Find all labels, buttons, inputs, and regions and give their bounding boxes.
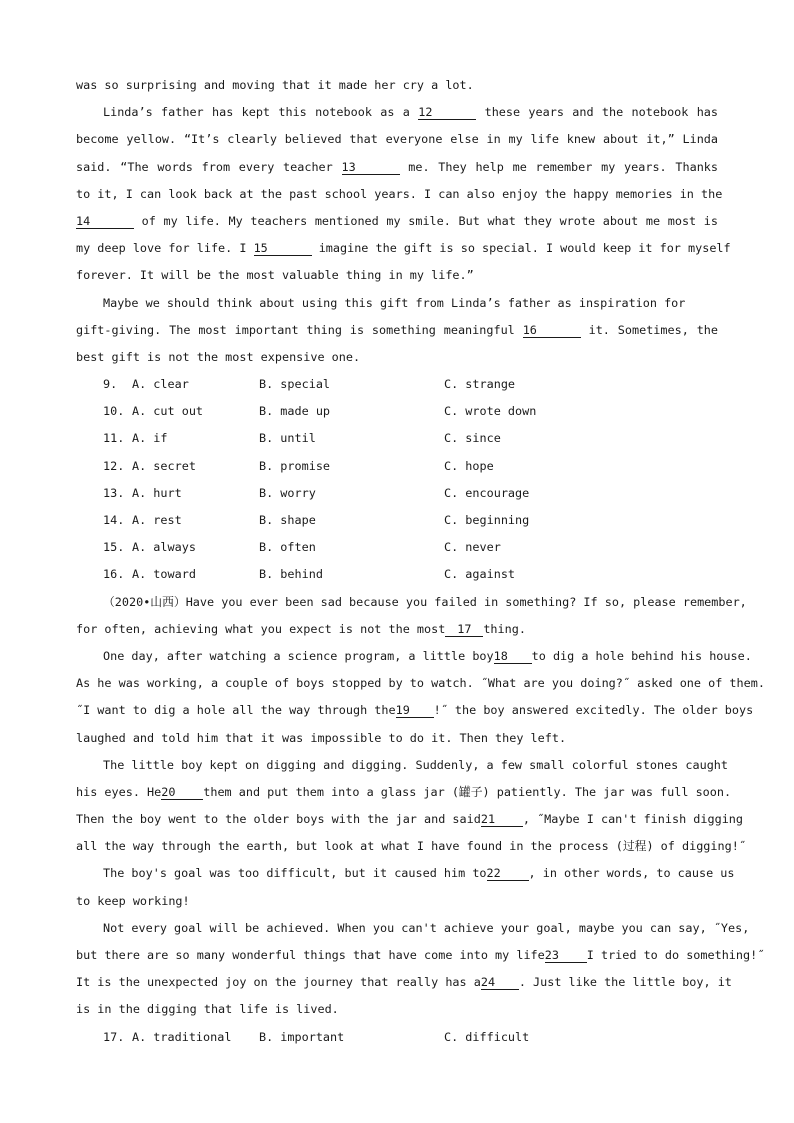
passage-line: [76, 888, 718, 915]
option-b[interactable]: B. often: [259, 540, 316, 555]
passage-line: [76, 99, 718, 126]
text: his eyes. He: [76, 784, 162, 799]
blank-12[interactable]: 12: [418, 105, 476, 120]
option-a[interactable]: A. rest: [132, 513, 182, 527]
passage-line: [76, 208, 718, 235]
passage-line: [76, 752, 729, 779]
text: for often, achieving what you expect is not the most: [76, 621, 446, 636]
blank-14[interactable]: 14: [76, 214, 134, 229]
text: laughed and told him that it was impossible to do it. Then they left.: [76, 730, 567, 745]
blank-13[interactable]: 13: [342, 160, 400, 175]
passage-line: [76, 670, 765, 697]
blank-18[interactable]: 18: [494, 649, 532, 664]
option-b[interactable]: B. special: [259, 377, 331, 392]
option-row: [76, 480, 718, 507]
blank-15[interactable]: 15: [254, 241, 312, 256]
passage-line: [76, 181, 723, 208]
passage-line: [76, 344, 718, 371]
text: them and put them into a glass jar (罐子) patiently. The jar was full soon.: [203, 784, 732, 799]
passage-line: [76, 942, 765, 969]
text: gift-giving. The most important thing is something meaningful: [76, 322, 515, 337]
text: is in the digging that life is lived.: [76, 1002, 339, 1017]
option-c[interactable]: C. difficult: [444, 1029, 530, 1044]
question-number: 12.: [103, 458, 125, 473]
text: . Just like the little boy, it: [518, 975, 732, 990]
option-c[interactable]: C. never: [444, 540, 501, 555]
text: Then the boy went to the older boys with the jar and said: [76, 812, 481, 827]
passage-line: [76, 697, 754, 724]
blank-22[interactable]: 22: [487, 866, 529, 881]
option-b[interactable]: B. shape: [259, 513, 316, 527]
option-b[interactable]: B. worry: [259, 485, 316, 500]
passage-line: [76, 126, 718, 153]
question-number: 15.: [103, 540, 125, 555]
option-c[interactable]: C. strange: [444, 377, 516, 392]
option-a[interactable]: A. clear: [132, 377, 189, 392]
text: of my life. My teachers mentioned my smile. But what they wrote about me most is: [141, 213, 719, 228]
text: The little boy kept on digging and digging. Suddenly, a few small colorful stones caught: [103, 757, 729, 772]
passage-line: [76, 806, 744, 833]
blank-17[interactable]: 17: [445, 622, 483, 637]
option-a[interactable]: A. secret: [132, 458, 196, 473]
text: all the way through the earth, but look at what I have found in the process (过程) of digging!˝: [76, 839, 746, 854]
text: but there are so many wonderful things that have come into my life: [76, 948, 545, 962]
passage-line: [76, 290, 718, 317]
option-row: [76, 534, 718, 561]
question-number: 13.: [103, 485, 125, 500]
text: to keep working!: [76, 893, 190, 908]
option-row: [76, 425, 718, 452]
text: was so surprising and moving that it made her cry a lot.: [76, 78, 474, 92]
blank-21[interactable]: 21: [481, 812, 523, 827]
option-c[interactable]: C. against: [444, 567, 516, 582]
option-c[interactable]: C. beginning: [444, 513, 530, 527]
option-row: [76, 1024, 718, 1051]
option-row: [76, 398, 718, 425]
blank-24[interactable]: 24: [481, 975, 519, 990]
option-c[interactable]: C. encourage: [444, 485, 530, 500]
text: Maybe we should think about using this gift from Linda’s father as inspiration for: [103, 295, 686, 310]
option-a[interactable]: A. if: [132, 431, 168, 446]
text: As he was working, a couple of boys stopped by to watch. ˝What are you doing?˝ asked one of them.: [76, 676, 765, 691]
text: , in other words, to cause us: [528, 866, 735, 881]
text: my deep love for life. I: [76, 241, 247, 256]
option-row: [76, 561, 718, 588]
passage-line: [76, 833, 746, 860]
passage-line: [76, 643, 752, 670]
option-c[interactable]: C. since: [444, 431, 501, 446]
option-b[interactable]: B. made up: [259, 404, 331, 419]
passage-line: [76, 72, 718, 99]
text: me. They help me remember my years. Thanks: [408, 159, 719, 174]
text: these years and the notebook has: [484, 105, 719, 120]
text: Not every goal will be achieved. When you can't achieve your goal, maybe you can say, ˝Yes,: [103, 920, 750, 935]
option-b[interactable]: B. behind: [259, 567, 323, 582]
question-number: 17.: [103, 1029, 125, 1044]
option-a[interactable]: A. traditional: [132, 1029, 232, 1044]
option-a[interactable]: A. hurt: [132, 485, 182, 500]
passage-line: [76, 969, 732, 996]
text: it. Sometimes, the: [588, 322, 719, 337]
passage-line: [76, 154, 718, 181]
text: I tried to do something!˝: [586, 948, 765, 962]
text: to dig a hole behind his house.: [531, 648, 752, 663]
blank-16[interactable]: 16: [523, 323, 581, 338]
blank-20[interactable]: 20: [161, 785, 203, 800]
text: said. “The words from every teacher: [76, 159, 333, 174]
question-number: 10.: [103, 404, 125, 419]
text: Linda’s father has kept this notebook as a: [103, 105, 410, 120]
document-page: [76, 72, 765, 1051]
option-row: [76, 507, 718, 534]
option-b[interactable]: B. promise: [259, 458, 331, 473]
passage-line: [76, 725, 718, 752]
passage-line: [76, 779, 732, 806]
option-c[interactable]: C. wrote down: [444, 404, 537, 419]
text: thing.: [483, 621, 526, 636]
question-number: 14.: [103, 513, 125, 527]
option-b[interactable]: B. until: [259, 431, 316, 446]
passage-line: [76, 589, 747, 616]
passage-line: [76, 996, 718, 1023]
question-number: 11.: [103, 431, 125, 446]
source-label: （2020•山西）: [103, 594, 186, 609]
text: forever. It will be the most valuable thing in my life.”: [76, 268, 474, 283]
text: imagine the gift is so special. I would keep it for myself: [318, 241, 731, 256]
text: ˝I want to dig a hole all the way through the: [76, 703, 396, 718]
passage-line: [76, 860, 735, 887]
text: Have you ever been sad because you failed in something? If so, please remember,: [185, 594, 747, 609]
option-row: [76, 371, 718, 398]
text: One day, after watching a science program, a little boy: [103, 648, 494, 663]
text: best gift is not the most expensive one.: [76, 349, 361, 364]
option-c[interactable]: C. hope: [444, 458, 494, 473]
text: It is the unexpected joy on the journey that really has a: [76, 975, 481, 990]
text: !˝ the boy answered excitedly. The older boys: [433, 703, 754, 718]
blank-19[interactable]: 19: [396, 703, 434, 718]
passage-line: [76, 317, 718, 344]
passage-line: [76, 235, 731, 262]
question-number: 9.: [103, 377, 118, 392]
blank-23[interactable]: 23: [545, 948, 587, 963]
option-a[interactable]: A. toward: [132, 567, 196, 582]
question-number: 16.: [103, 567, 125, 582]
option-a[interactable]: A. always: [132, 540, 196, 555]
text: , ˝Maybe I can't finish digging: [522, 812, 744, 827]
text: to it, I can look back at the past school years. I can also enjoy the happy memories in the: [76, 186, 723, 201]
passage-line: [76, 262, 718, 289]
text: The boy's goal was too difficult, but it caused him to: [103, 866, 487, 881]
option-row: [76, 453, 718, 480]
text: become yellow. “It’s clearly believed that everyone else in my life knew about it,” Linda: [76, 132, 718, 147]
option-b[interactable]: B. important: [259, 1029, 345, 1044]
option-a[interactable]: A. cut out: [132, 404, 204, 419]
passage-line: [76, 616, 718, 643]
passage-line: [76, 915, 750, 942]
